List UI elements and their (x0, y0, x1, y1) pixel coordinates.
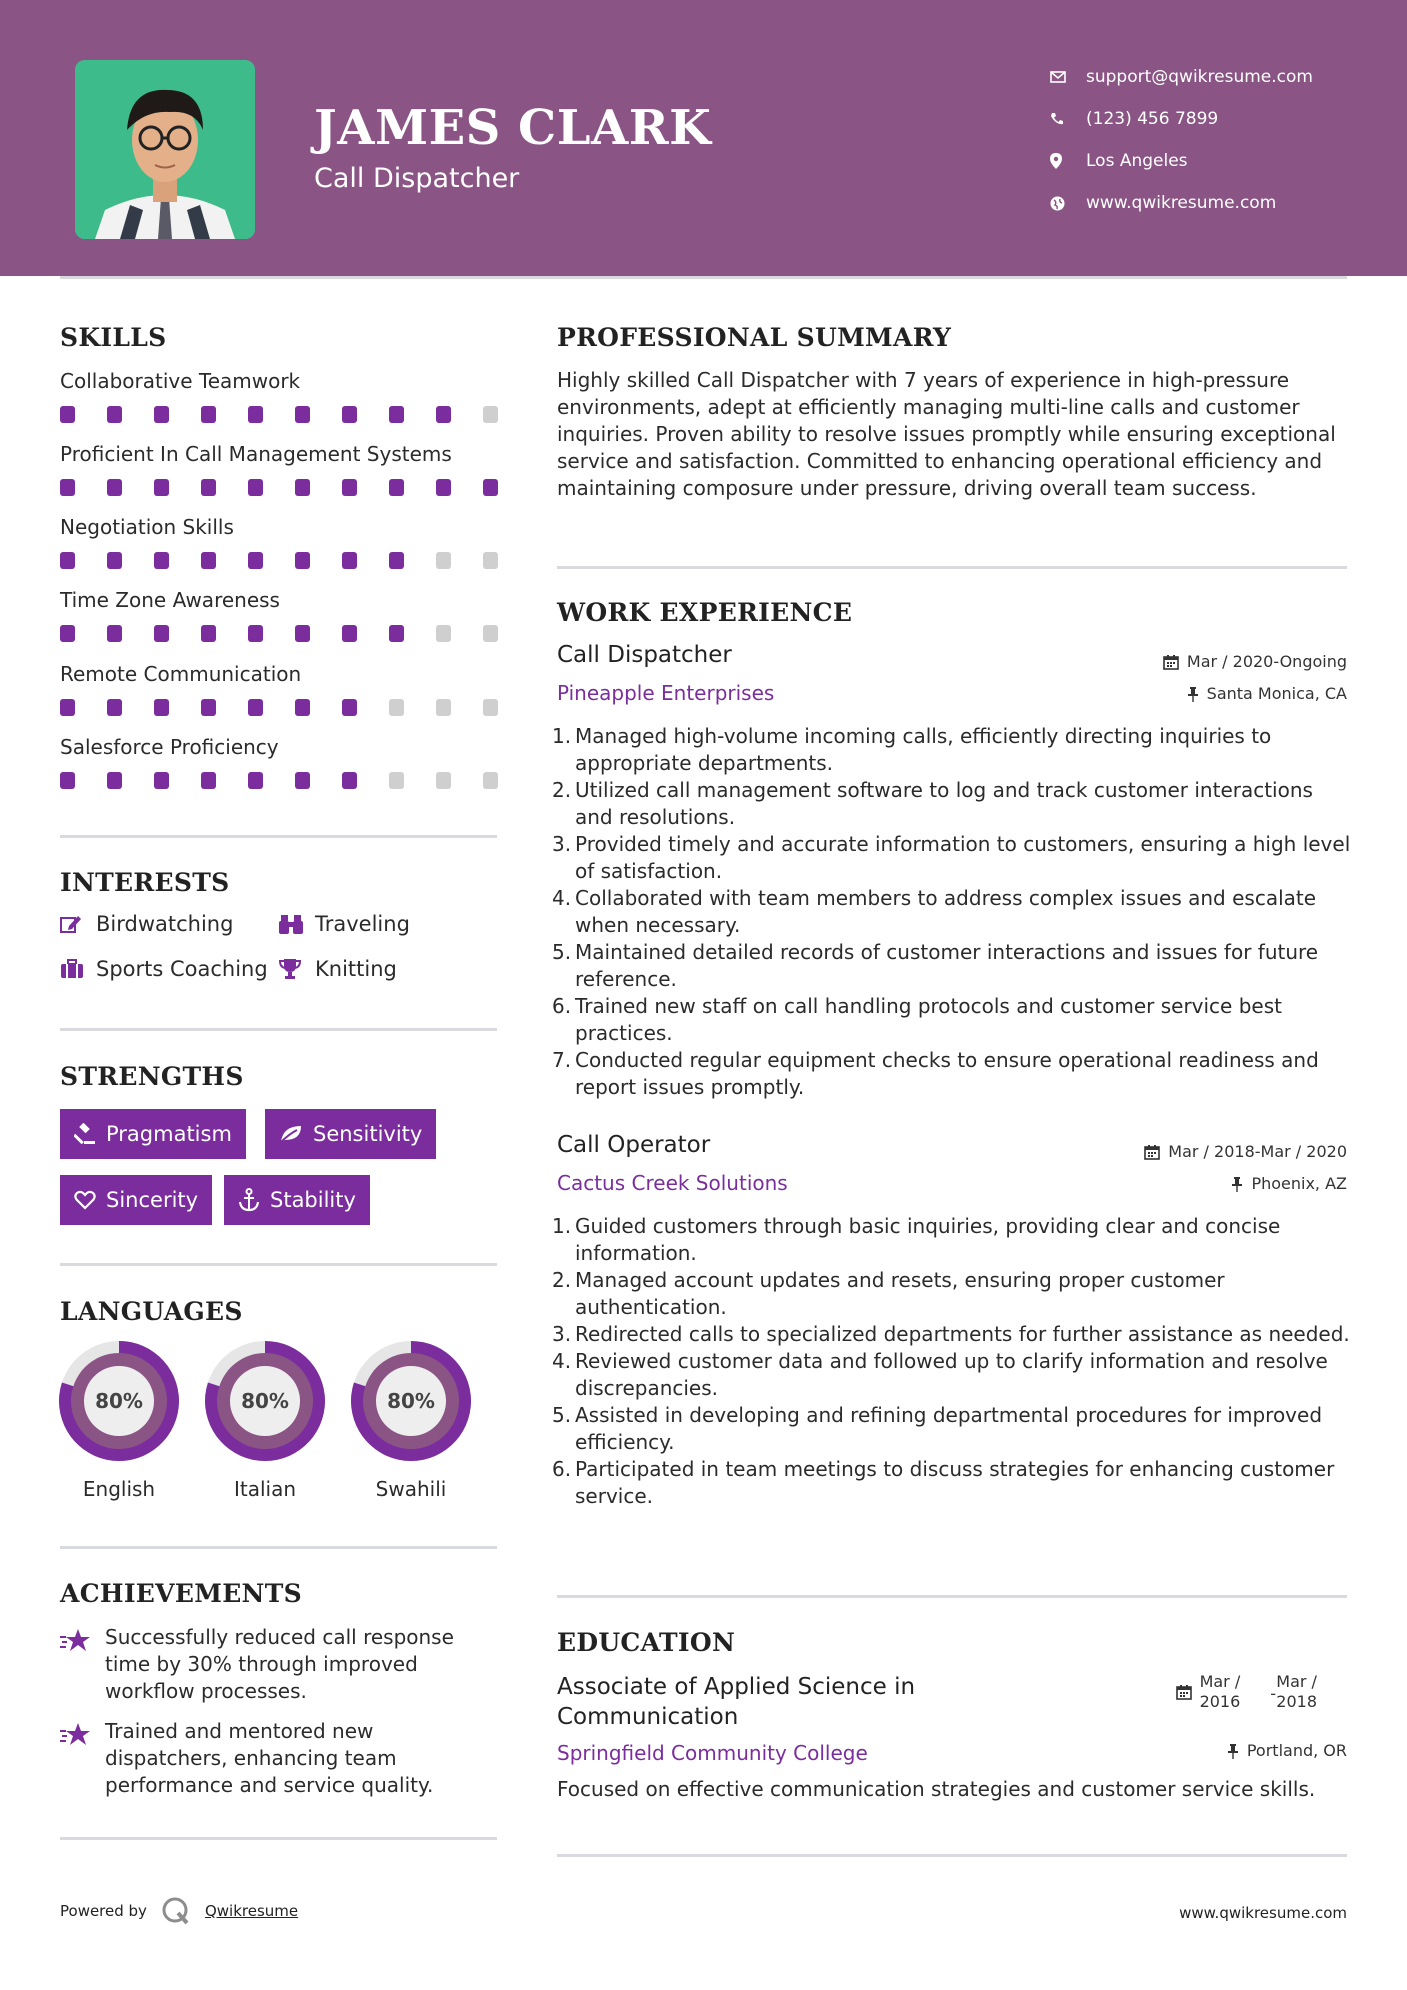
interest-label: Knitting (315, 957, 397, 981)
degree-line: Associate of Applied Science in (557, 1674, 916, 1700)
strength-tag (60, 1109, 246, 1159)
skill-dot-filled (389, 552, 404, 569)
skill-dot-filled (107, 479, 122, 496)
skill-label: Negotiation Skills (60, 515, 234, 539)
qwikresume-link[interactable]: Qwikresume (204, 1902, 299, 1920)
duty-text: Participated in team meetings to discuss strategies for enhancing customer service. (575, 1457, 1335, 1508)
skill-rating (60, 625, 530, 642)
skill-dot-filled (107, 772, 122, 789)
skill-dot-filled (201, 772, 216, 789)
duty-text: Managed account updates and resets, ensuring proper customer authentication. (575, 1268, 1225, 1319)
list-item: 7. Conducted regular equipment checks to ensure operational readiness and report issues promptly. (552, 1048, 1319, 1099)
education-start-year: 2016 (1199, 1692, 1241, 1711)
skill-label: Time Zone Awareness (60, 588, 280, 612)
skill-dot-filled (248, 699, 263, 716)
language-item (57, 1339, 181, 1501)
achievement-item (60, 1718, 490, 1799)
duty-text: Guided customers through basic inquiries, providing clear and concise information. (575, 1214, 1281, 1265)
skill-dot-empty (436, 699, 451, 716)
skill-rating (60, 479, 530, 496)
pushpin-icon (1227, 1743, 1239, 1759)
list-item: 3. Redirected calls to specialized departments for further assistance as needed. (552, 1322, 1350, 1346)
pushpin-icon (1187, 686, 1199, 702)
skill-dot-filled (342, 772, 357, 789)
skill-dot-empty (483, 772, 498, 789)
job-dates (1163, 652, 1347, 671)
skill-dot-empty (389, 772, 404, 789)
interest-item (60, 912, 233, 936)
interest-item (60, 957, 268, 981)
skill-dot-filled (295, 699, 310, 716)
language-percent: 80% (387, 1389, 435, 1413)
skill-dot-filled (201, 552, 216, 569)
leaf-icon (279, 1124, 303, 1144)
duty-text: Redirected calls to specialized departments for further assistance as needed. (575, 1322, 1350, 1346)
skill-dot-filled (389, 479, 404, 496)
education-location-text: Portland, OR (1246, 1741, 1347, 1760)
duty-text: Managed high-volume incoming calls, efficiently directing inquiries to appropriate departments. (575, 724, 1272, 775)
calendar-icon (1176, 1684, 1192, 1700)
duty-text: Collaborated with team members to address complex issues and escalate when necessary. (575, 886, 1317, 937)
interest-label: Traveling (315, 912, 410, 936)
company-name: Pineapple Enterprises (557, 681, 775, 705)
duty-text: Conducted regular equipment checks to ensure operational readiness and report issues promptly. (575, 1048, 1319, 1099)
skill-dot-filled (295, 625, 310, 642)
achievement-item (60, 1624, 490, 1705)
skill-dot-filled (60, 406, 75, 423)
job-location (1231, 1174, 1347, 1193)
education-date-dash: - (1270, 1684, 1277, 1703)
powered-by-label: Powered by (60, 1902, 147, 1920)
skill-dot-filled (60, 772, 75, 789)
skill-rating (60, 699, 530, 716)
skill-dot-filled (436, 479, 451, 496)
pushpin-icon (1231, 1176, 1243, 1192)
skill-dot-filled (436, 406, 451, 423)
strength-label: Stability (270, 1188, 356, 1212)
skill-dot-filled (201, 479, 216, 496)
skill-dot-filled (389, 625, 404, 642)
job-duties-list (552, 1213, 1352, 1510)
language-percent: 80% (95, 1389, 143, 1413)
skill-dot-filled (60, 479, 75, 496)
skill-dot-empty (389, 699, 404, 716)
star-icon (60, 1718, 105, 1799)
education-heading: EDUCATION (557, 1628, 736, 1657)
contact-list (1050, 56, 1313, 224)
contact-location-text: Los Angeles (1086, 151, 1188, 171)
skill-dot-filled (342, 552, 357, 569)
language-item (203, 1339, 327, 1501)
skill-dot-empty (436, 552, 451, 569)
degree-line: Communication (557, 1704, 739, 1730)
interests-divider (60, 1028, 497, 1031)
interests-heading: INTERESTS (60, 868, 230, 897)
skill-dot-filled (342, 625, 357, 642)
skill-dot-filled (201, 699, 216, 716)
skill-dot-filled (483, 479, 498, 496)
skill-dot-filled (389, 406, 404, 423)
job-title: Call Dispatcher (557, 642, 732, 668)
qwikresume-logo-icon (161, 1896, 191, 1926)
skill-dot-filled (107, 552, 122, 569)
list-item: 6. Trained new staff on call handling protocols and customer service best practices. (552, 994, 1282, 1045)
job-location-text: Phoenix, AZ (1251, 1174, 1347, 1193)
profile-photo (75, 60, 255, 239)
job-location (1187, 684, 1347, 703)
heart-icon (74, 1190, 96, 1210)
calendar-icon (1163, 654, 1179, 670)
footer-url[interactable]: www.qwikresume.com (1179, 1904, 1347, 1922)
education-location (1227, 1741, 1347, 1760)
skill-label: Remote Communication (60, 662, 302, 686)
summary-text: Highly skilled Call Dispatcher with 7 years of experience in high-pressure environments, adept at efficiently managing multi-line calls and customer inquiries. Proven ability to resolve issues promptly while ensuring exceptional service and satisfaction. Committed to enhancing operational efficiency and maintaining composure under pressure, driving overall team success. (557, 368, 1336, 500)
achievements-heading: ACHIEVEMENTS (60, 1579, 302, 1608)
list-item: 2. Managed account updates and resets, ensuring proper customer authentication. (552, 1268, 1225, 1319)
list-item: 5. Maintained detailed records of customer interactions and issues for future reference. (552, 940, 1319, 991)
list-item: 6. Participated in team meetings to discuss strategies for enhancing customer service. (552, 1457, 1335, 1508)
resume-header (0, 0, 1407, 276)
strength-label: Sincerity (106, 1188, 199, 1212)
map-marker-icon (1050, 153, 1086, 169)
education-end-year: 2018 (1276, 1692, 1317, 1711)
skill-dot-filled (295, 772, 310, 789)
job-title: Call Operator (557, 1132, 711, 1158)
skill-dot-filled (107, 625, 122, 642)
list-item: 4. Collaborated with team members to address complex issues and escalate when necessary. (552, 886, 1317, 937)
education-start-month: Mar / (1199, 1672, 1241, 1691)
list-item: 1. Managed high-volume incoming calls, efficiently directing inquiries to appropriate departments. (552, 724, 1272, 775)
skill-dot-filled (154, 479, 169, 496)
globe-icon (1050, 196, 1086, 211)
strengths-heading: STRENGTHS (60, 1062, 244, 1091)
skills-heading: SKILLS (60, 323, 167, 352)
contact-phone-text: (123) 456 7899 (1086, 109, 1219, 129)
strength-tag (224, 1175, 370, 1225)
skill-dot-empty (483, 406, 498, 423)
interest-label: Sports Coaching (96, 957, 268, 981)
achievements-divider (60, 1837, 497, 1840)
contact-website-text: www.qwikresume.com (1086, 193, 1277, 213)
anchor-icon (238, 1188, 260, 1212)
list-item: 2. Utilized call management software to log and track customer interactions and resolutions. (552, 778, 1313, 829)
contact-phone[interactable] (1050, 98, 1313, 140)
education-divider (557, 1854, 1347, 1857)
skill-dot-filled (248, 772, 263, 789)
skill-dot-filled (248, 552, 263, 569)
footer-powered-by (60, 1896, 298, 1926)
briefcase-icon (60, 959, 96, 979)
language-name: English (82, 1477, 156, 1501)
skill-dot-filled (342, 406, 357, 423)
skill-rating (60, 552, 530, 569)
skill-dot-empty (483, 699, 498, 716)
skill-rating (60, 406, 530, 423)
achievement-text: Trained and mentored new dispatchers, enhancing team performance and service quality. (105, 1719, 434, 1797)
skill-dot-empty (483, 552, 498, 569)
skill-dot-filled (60, 699, 75, 716)
language-name: Italian (233, 1477, 297, 1501)
achievement-text: Successfully reduced call response time by 30% through improved workflow processes. (105, 1625, 454, 1703)
skill-dot-filled (201, 625, 216, 642)
degree-title (557, 1672, 915, 1732)
list-item: 3. Provided timely and accurate information to customers, ensuring a high level of satisfaction. (552, 832, 1351, 883)
skill-dot-filled (295, 552, 310, 569)
star-icon (60, 1624, 105, 1705)
company-name: Cactus Creek Solutions (557, 1171, 788, 1195)
edit-icon (60, 914, 96, 934)
trophy-icon (279, 958, 315, 980)
language-percent: 80% (241, 1389, 289, 1413)
skill-label: Proficient In Call Management Systems (60, 442, 452, 466)
contact-website[interactable] (1050, 182, 1313, 224)
list-item: 5. Assisted in developing and refining departmental procedures for improved efficiency. (552, 1403, 1323, 1454)
education-description: Focused on effective communication strategies and customer service skills. (557, 1777, 1316, 1801)
interest-label: Birdwatching (96, 912, 234, 936)
strength-tag (60, 1175, 212, 1225)
skill-rating (60, 772, 530, 789)
summary-heading: PROFESSIONAL SUMMARY (557, 323, 952, 352)
skill-label: Collaborative Teamwork (60, 369, 301, 393)
list-item: 1. Guided customers through basic inquiries, providing clear and concise information. (552, 1214, 1281, 1265)
duty-text: Trained new staff on call handling protocols and customer service best practices. (575, 994, 1282, 1045)
skill-dot-filled (248, 406, 263, 423)
candidate-role: Call Dispatcher (314, 163, 520, 194)
skill-dot-filled (342, 479, 357, 496)
job-location-text: Santa Monica, CA (1206, 684, 1347, 703)
skill-dot-filled (60, 625, 75, 642)
binoculars-icon (279, 913, 315, 935)
strength-label: Sensitivity (313, 1122, 423, 1146)
contact-location (1050, 140, 1313, 182)
skill-dot-filled (154, 772, 169, 789)
skill-dot-filled (295, 479, 310, 496)
language-name: Swahili (375, 1477, 447, 1501)
job-duties-list (552, 723, 1352, 1101)
duty-text: Maintained detailed records of customer interactions and issues for future reference. (575, 940, 1319, 991)
gavel-icon (74, 1123, 96, 1145)
language-item (349, 1339, 473, 1501)
skill-dot-filled (154, 699, 169, 716)
skill-dot-filled (154, 552, 169, 569)
skill-dot-filled (248, 625, 263, 642)
duty-text: Provided timely and accurate information to customers, ensuring a high level of satisfaction. (575, 832, 1351, 883)
phone-icon (1050, 112, 1086, 126)
interest-item (279, 957, 397, 981)
experience-heading: WORK EXPERIENCE (557, 598, 853, 627)
contact-email[interactable] (1050, 56, 1313, 98)
duty-text: Utilized call management software to log and track customer interactions and resolutions. (575, 778, 1313, 829)
skill-dot-empty (483, 625, 498, 642)
languages-divider (60, 1546, 497, 1549)
job-dates-text: Mar / 2020-Ongoing (1186, 652, 1347, 671)
skill-dot-filled (248, 479, 263, 496)
calendar-icon (1144, 1144, 1160, 1160)
education-dates (1176, 1672, 1347, 1712)
experience-divider (557, 1595, 1347, 1598)
skill-dot-filled (154, 406, 169, 423)
contact-email-text: support@qwikresume.com (1086, 67, 1313, 87)
skill-dot-filled (107, 406, 122, 423)
job-dates (1144, 1142, 1347, 1161)
summary-divider (557, 566, 1347, 569)
list-item: 4. Reviewed customer data and followed up to clarify information and resolve discrepancies. (552, 1349, 1328, 1400)
skills-divider (60, 835, 497, 838)
school-name: Springfield Community College (557, 1741, 868, 1765)
skill-dot-filled (342, 699, 357, 716)
skill-dot-empty (436, 625, 451, 642)
candidate-name: JAMES CLARK (314, 100, 712, 156)
strength-tag (265, 1109, 436, 1159)
duty-text: Assisted in developing and refining departmental procedures for improved efficiency. (575, 1403, 1323, 1454)
skill-dot-filled (154, 625, 169, 642)
skill-dot-empty (436, 772, 451, 789)
job-dates-text: Mar / 2018-Mar / 2020 (1168, 1142, 1347, 1161)
skill-dot-filled (60, 552, 75, 569)
interest-item (279, 912, 410, 936)
strengths-divider (60, 1263, 497, 1266)
skill-dot-filled (107, 699, 122, 716)
skill-label: Salesforce Proficiency (60, 735, 279, 759)
skill-dot-filled (201, 406, 216, 423)
duty-text: Reviewed customer data and followed up to clarify information and resolve discrepancies. (575, 1349, 1328, 1400)
strength-label: Pragmatism (106, 1122, 232, 1146)
education-end-month: Mar / (1276, 1672, 1317, 1691)
skill-dot-filled (295, 406, 310, 423)
languages-heading: LANGUAGES (60, 1297, 243, 1326)
envelope-icon (1050, 71, 1086, 83)
header-divider (60, 276, 1347, 279)
